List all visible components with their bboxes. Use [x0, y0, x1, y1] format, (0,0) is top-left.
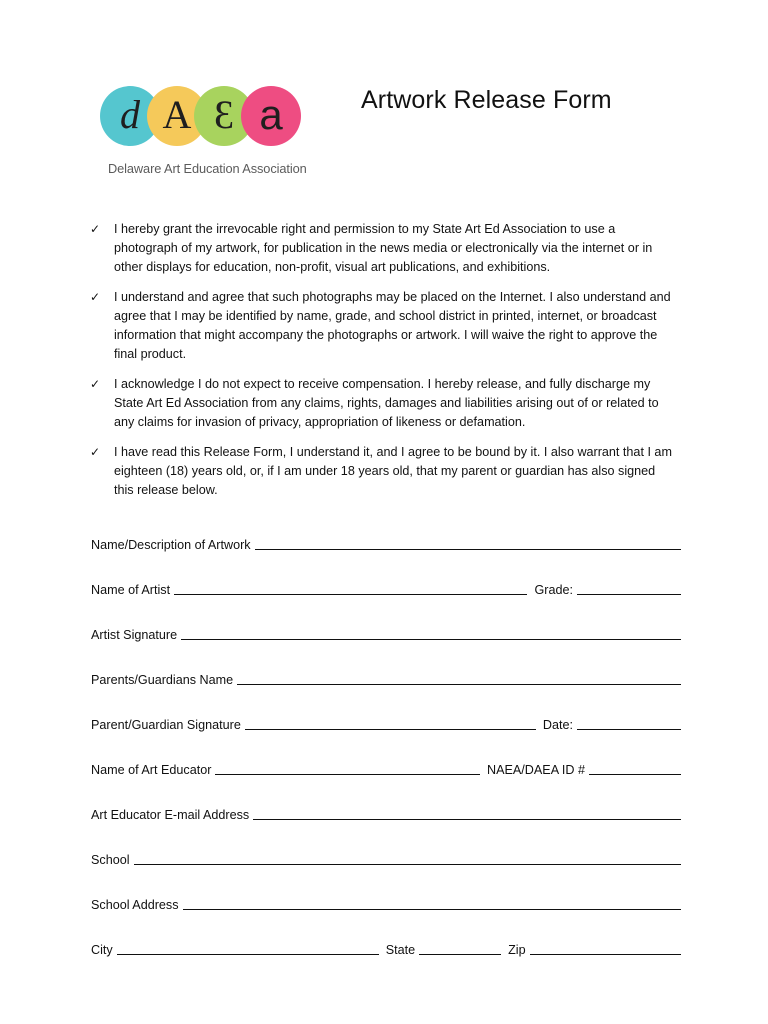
- checkmark-icon: ✓: [90, 445, 101, 459]
- educator-name-row: [91, 733, 681, 778]
- school-address-label: School Address: [91, 898, 179, 912]
- naea-id-label: NAEA/DAEA ID #: [487, 763, 585, 777]
- artist-name-row: [91, 553, 681, 598]
- school-row: [91, 823, 681, 868]
- checkmark-icon: ✓: [90, 377, 101, 391]
- term-text-4: I have read this Release Form, I understand it, and I agree to be bound by it. I also warrant that I am eighteen (18) years old, or, if I am under 18 years old, that my parent or guardian has also signed this release below.: [114, 445, 672, 497]
- grade-label: Grade:: [534, 583, 573, 597]
- school-label: School: [91, 853, 130, 867]
- term-text-1: I hereby grant the irrevocable right and permission to my State Art Ed Association to use a photograph of my artwork, for publication in the news media or electronically via the internet or in other displays for education, non-profit, visual art publications, and exhibitions.: [114, 222, 653, 274]
- term-text-2: I understand and agree that such photographs may be placed on the Internet. I also understand and agree that I may be identified by name, grade, and school district in printed, internet, or broadcast information that might accompany the photographs or artwork. I will waive the right to approve the final product.: [114, 290, 671, 361]
- educator-name-label: Name of Art Educator: [91, 763, 212, 777]
- city-state-zip-row: [91, 913, 681, 958]
- artist-signature-row: [91, 598, 681, 643]
- school-address-row: [91, 868, 681, 913]
- artwork-description-label: Name/Description of Artwork: [91, 538, 251, 552]
- term-item-3: [90, 375, 690, 432]
- logo-circles: [100, 86, 300, 146]
- term-item-2: [90, 288, 690, 364]
- educator-email-line[interactable]: [253, 818, 681, 820]
- term-item-1: [90, 220, 690, 277]
- checkmark-icon: ✓: [90, 290, 101, 304]
- educator-name-line[interactable]: [215, 773, 480, 775]
- guardian-name-row: [91, 643, 681, 688]
- zip-label: Zip: [508, 943, 526, 957]
- zip-line[interactable]: [530, 953, 681, 955]
- logo-letter-e: Ɛ: [213, 92, 235, 138]
- educator-email-label: Art Educator E-mail Address: [91, 808, 250, 822]
- city-label: City: [91, 943, 113, 957]
- page-title: Artwork Release Form: [361, 86, 612, 114]
- naea-id-line[interactable]: [589, 773, 681, 775]
- artwork-description-line[interactable]: [255, 548, 681, 550]
- guardian-signature-row: [91, 688, 681, 733]
- artist-signature-label: Artist Signature: [91, 628, 178, 642]
- state-label: State: [385, 943, 416, 957]
- release-form-fields: [91, 535, 681, 958]
- logo-caption: Delaware Art Education Association: [108, 161, 307, 176]
- release-terms-list: [90, 220, 690, 511]
- logo-letter-a-lower: a: [259, 91, 283, 139]
- term-text-3: I acknowledge I do not expect to receive compensation. I hereby release, and fully discharge my State Art Ed Association from any claims, rights, damages and liabilities arising out of or related to any claims for invasion of privacy, appropriation of likeness or defamation.: [114, 377, 659, 429]
- guardian-date-line[interactable]: [577, 728, 681, 730]
- checkmark-icon: ✓: [90, 222, 101, 236]
- daea-logo: [96, 82, 306, 186]
- artist-signature-line[interactable]: [181, 638, 681, 640]
- city-line[interactable]: [117, 953, 379, 955]
- grade-line[interactable]: [577, 593, 681, 595]
- guardian-signature-label: Parent/Guardian Signature: [91, 718, 241, 732]
- school-line[interactable]: [134, 863, 681, 865]
- logo-letter-a-upper: A: [162, 92, 192, 138]
- guardian-name-line[interactable]: [237, 683, 681, 685]
- artist-name-label: Name of Artist: [91, 583, 171, 597]
- school-address-line[interactable]: [183, 908, 681, 910]
- artist-name-line[interactable]: [174, 593, 527, 595]
- educator-email-row: [91, 778, 681, 823]
- guardian-signature-line[interactable]: [245, 728, 536, 730]
- state-line[interactable]: [419, 953, 501, 955]
- artwork-description-row: [91, 535, 681, 553]
- guardian-date-label: Date:: [542, 718, 573, 732]
- term-item-4: [90, 443, 690, 500]
- guardian-name-label: Parents/Guardians Name: [91, 673, 234, 687]
- logo-circle-pink: [241, 86, 301, 146]
- logo-letter-d: d: [120, 92, 140, 138]
